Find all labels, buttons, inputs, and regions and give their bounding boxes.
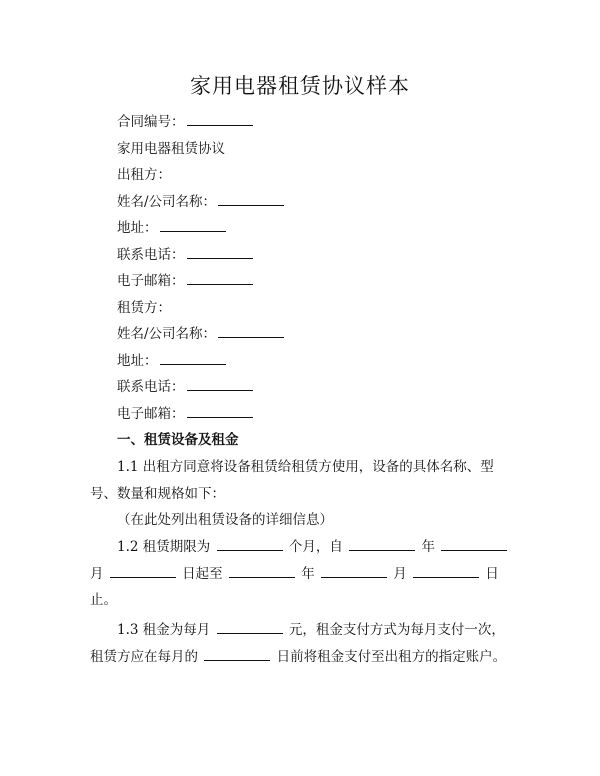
clause-1-2-e: 日起至 <box>182 565 223 582</box>
start-year-blank[interactable] <box>349 538 415 551</box>
lessee-address-line <box>117 352 228 370</box>
clause-1-2-d: 月 <box>90 565 104 582</box>
clause-1-1-note: （在此处列出租赁设备的详细信息） <box>117 512 333 528</box>
lessee-email-label: 电子邮箱： <box>117 406 185 422</box>
clause-1-2-a: 1.2 租赁期限为 <box>117 539 211 555</box>
section-1-heading: 一、租赁设备及租金 <box>117 432 239 448</box>
lessor-email-label: 电子邮箱： <box>117 273 185 289</box>
clause-1-3-c: 日前将租金支付至出租方的指定账户。 <box>276 648 507 665</box>
lessee-phone-blank[interactable] <box>187 378 253 391</box>
clause-1-2-h: 日止。 <box>90 565 499 608</box>
clause-1-3 <box>90 617 510 670</box>
term-months-blank[interactable] <box>217 538 283 551</box>
lessee-heading: 租赁方： <box>117 300 171 316</box>
lessor-email-blank[interactable] <box>187 272 253 285</box>
clause-1-2-f: 年 <box>301 565 315 582</box>
lessor-phone-line <box>117 246 255 264</box>
lessee-phone-label: 联系电话： <box>117 379 185 395</box>
lessee-email-blank[interactable] <box>187 405 253 418</box>
lessor-name-label: 姓名/公司名称： <box>117 194 217 210</box>
contract-number-blank[interactable] <box>187 113 253 126</box>
contract-number-line <box>117 113 255 131</box>
agreement-subtitle: 家用电器租赁协议 <box>117 141 225 157</box>
lessee-address-blank[interactable] <box>160 352 226 365</box>
lessor-heading: 出租方： <box>117 167 171 183</box>
payment-day-blank[interactable] <box>204 648 270 661</box>
lessor-address-blank[interactable] <box>160 219 226 232</box>
start-month-blank[interactable] <box>441 538 507 551</box>
monthly-rent-blank[interactable] <box>217 621 283 634</box>
lessor-phone-label: 联系电话： <box>117 247 185 263</box>
clause-1-3-b: 元，租金支付方式为每月支付一次，租赁方应在每月的 <box>90 622 505 665</box>
clause-1-3-a: 1.3 租金为每月 <box>117 622 211 638</box>
clause-1-2 <box>90 534 510 614</box>
end-year-blank[interactable] <box>229 565 295 578</box>
end-day-blank[interactable] <box>413 565 479 578</box>
lessee-email-line <box>117 405 255 423</box>
lessee-phone-line <box>117 378 255 396</box>
clause-1-2-c: 年 <box>421 539 435 555</box>
clause-1-2-b: 个月，自 <box>288 539 343 555</box>
clause-1-1-text: 1.1 出租方同意将设备租赁给租赁方使用，设备的具体名称、型号、数量和规格如下： <box>90 459 494 502</box>
lessee-address-label: 地址： <box>117 353 158 369</box>
lessor-address-label: 地址： <box>117 220 158 236</box>
lessor-address-line <box>117 219 228 237</box>
lessee-name-label: 姓名/公司名称： <box>117 326 217 342</box>
lessor-name-line <box>117 193 286 211</box>
lessor-phone-blank[interactable] <box>187 246 253 259</box>
clause-1-2-g: 月 <box>393 565 407 582</box>
clause-1-1 <box>90 454 510 534</box>
lessee-name-blank[interactable] <box>218 325 284 338</box>
contract-number-label: 合同编号： <box>117 114 185 130</box>
lessor-email-line <box>117 272 255 290</box>
document-title: 家用电器租赁协议样本 <box>190 74 410 98</box>
lessee-name-line <box>117 325 286 343</box>
end-month-blank[interactable] <box>321 565 387 578</box>
start-day-blank[interactable] <box>110 565 176 578</box>
lessor-name-blank[interactable] <box>218 193 284 206</box>
